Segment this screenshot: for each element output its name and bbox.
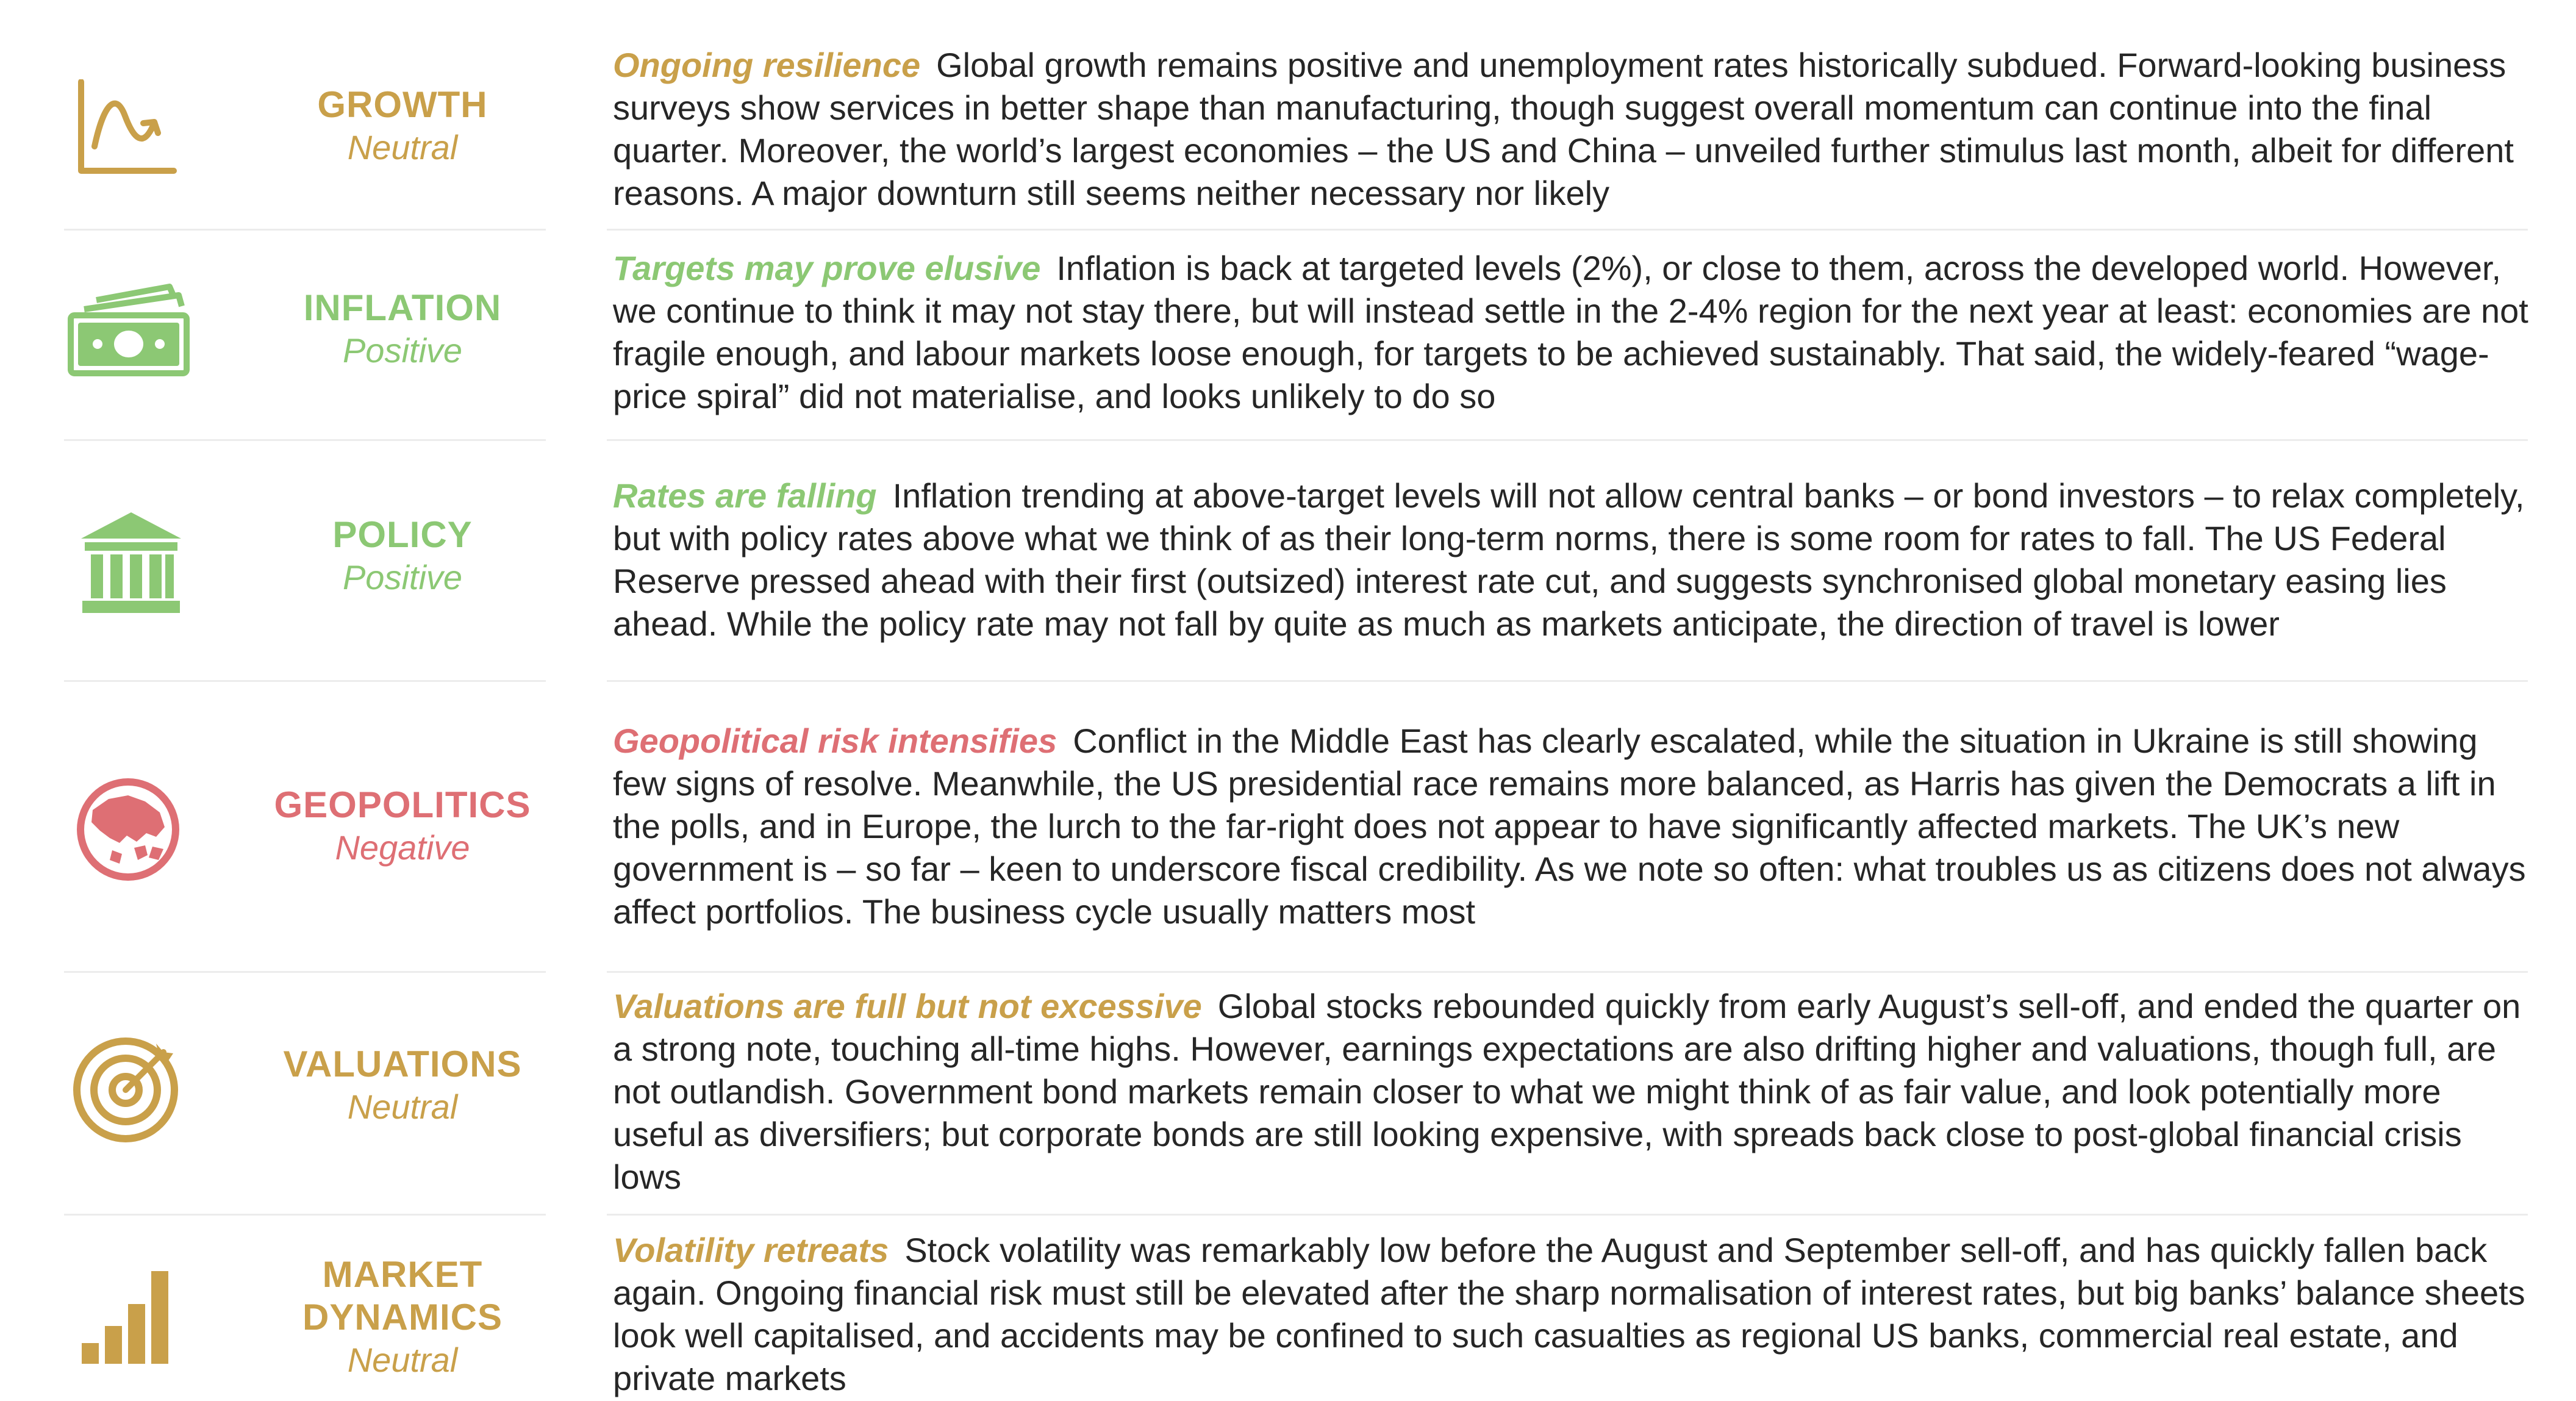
row-text — [613, 720, 2534, 933]
category-title: MARKET — [322, 1254, 483, 1295]
category-status: Neutral — [347, 1341, 458, 1379]
category-label — [226, 514, 579, 599]
row-text — [613, 1229, 2534, 1400]
row-heading: Targets may prove elusive — [613, 249, 1041, 287]
divider — [64, 229, 546, 231]
row-heading: Valuations are full but not excessive — [613, 987, 1202, 1025]
row-text — [613, 247, 2534, 418]
category-status: Negative — [335, 828, 470, 867]
category-title: POLICY — [332, 514, 473, 555]
globe-icon — [73, 775, 183, 884]
row-body: Inflation is back at targeted levels (2%), or close to them, across the developed world. However, we continue to think it may not stay there, but will instead settle in the 2-4% region for the next year at least: economies are not fragile enough, and labour markets loose enough, for targets to be achieved sustainably. That said, the widely-feared “wage-price spiral” did not materialise, and looks unlikely to do so — [613, 249, 2528, 415]
row-heading: Rates are falling — [613, 476, 877, 515]
bank-building-icon — [76, 509, 186, 616]
row-text — [613, 985, 2534, 1199]
bar-chart-icon — [79, 1269, 177, 1366]
row-heading: Ongoing resilience — [613, 46, 921, 84]
category-status: Neutral — [347, 128, 458, 167]
category-title: VALUATIONS — [283, 1044, 522, 1084]
row-text — [613, 475, 2534, 645]
divider — [607, 439, 2528, 441]
divider — [607, 680, 2528, 682]
category-title: GROWTH — [317, 84, 488, 125]
category-status: Neutral — [347, 1087, 458, 1126]
category-label — [226, 784, 579, 869]
category-title: DYNAMICS — [302, 1297, 503, 1338]
divider — [64, 680, 546, 682]
row-body: Stock volatility was remarkably low before the August and September sell-off, and has quickly fallen back again. Ongoing financial risk must still be elevated after the sharp normalisation of interest rates, but big banks’ balance sheets look well capitalised, and accidents may be confined to such casualties as regional US banks, commercial real estate, and private markets — [613, 1231, 2525, 1397]
category-status: Positive — [342, 331, 463, 370]
divider — [64, 439, 546, 441]
growth-line-icon — [76, 79, 180, 177]
row-heading: Volatility retreats — [613, 1231, 889, 1269]
category-label — [226, 287, 579, 372]
category-label — [226, 1043, 579, 1128]
row-body: Global stocks rebounded quickly from early August’s sell-off, and ended the quarter on a strong note, touching all-time highs. However, earnings expectations are also drifting higher and valuations, though full, are not outlandish. Government bond markets remain closer to what we might think of as fair value, and look potentially more useful as diversifiers; but corporate bonds are still looking expensive, with spreads back close to post-global financial crisis lows — [613, 987, 2521, 1196]
divider — [64, 971, 546, 973]
divider — [607, 1214, 2528, 1216]
row-text — [613, 44, 2534, 215]
target-icon — [72, 1034, 182, 1144]
banknotes-icon — [66, 282, 191, 379]
row-body: Global growth remains positive and unemployment rates historically subdued. Forward-looking business surveys show services in better shape than manufacturing, though suggest overall momentum can continue into the final quarter. Moreover, the world’s largest economies – the US and China – unveiled further stimulus last month, albeit for different reasons. A major downturn still seems neither necessary nor likely — [613, 46, 2514, 212]
category-label — [226, 1253, 579, 1381]
row-body: Conflict in the Middle East has clearly escalated, while the situation in Ukraine is still showing few signs of resolve. Meanwhile, the US presidential race remains more balanced, as Harris has given the Democrats a lift in the polls, and in Europe, the lurch to the far-right does not appear to have significantly affected markets. The UK’s new government is – so far – keen to underscore fiscal credibility. As we note so often: what troubles us as citizens does not always affect portfolios. The business cycle usually matters most — [613, 722, 2526, 931]
category-status: Positive — [342, 558, 463, 597]
category-title: GEOPOLITICS — [274, 784, 531, 825]
divider — [64, 1214, 546, 1216]
row-heading: Geopolitical risk intensifies — [613, 722, 1057, 760]
divider — [607, 229, 2528, 231]
category-title: INFLATION — [303, 287, 502, 328]
divider — [607, 971, 2528, 973]
category-label — [226, 84, 579, 169]
row-body: Inflation trending at above-target levels will not allow central banks – or bond investors – to relax completely, but with policy rates above what we think of as their long-term norms, there is some room for rates to fall. The US Federal Reserve pressed ahead with their first (outsized) interest rate cut, and suggests synchronised global monetary easing lies ahead. While the policy rate may not fall by quite as much as markets anticipate, the direction of travel is lower — [613, 476, 2525, 643]
